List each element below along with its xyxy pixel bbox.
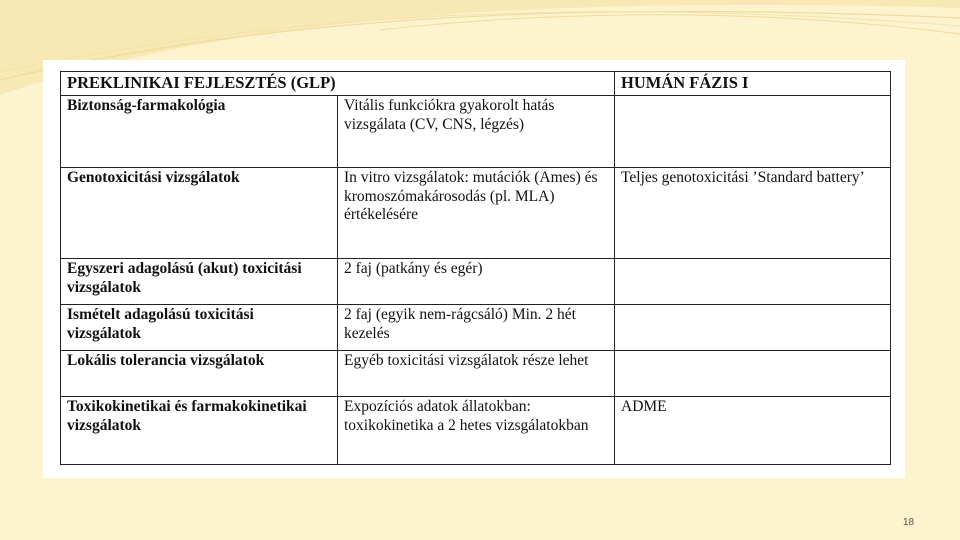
row-human: [615, 259, 891, 305]
row-name: Lokális tolerancia vizsgálatok: [61, 351, 338, 397]
row-preclinical: In vitro vizsgálatok: mutációk (Ames) és kromoszómakárosodás (pl. MLA) értékelésére: [338, 168, 615, 259]
row-preclinical: 2 faj (egyik nem-rágcsáló) Min. 2 hét kezelés: [338, 305, 615, 351]
glp-table: [60, 71, 891, 465]
table-row: [61, 397, 891, 465]
table-row: [61, 351, 891, 397]
table-row: [61, 96, 891, 168]
row-name: Genotoxicitási vizsgálatok: [61, 168, 338, 259]
table-image: [43, 60, 905, 478]
table-row: [61, 168, 891, 259]
header-human-phase-1: HUMÁN FÁZIS I: [615, 72, 891, 96]
row-human: [615, 305, 891, 351]
row-human: [615, 96, 891, 168]
row-preclinical: Vitális funkciókra gyakorolt hatás vizsgálata (CV, CNS, légzés): [338, 96, 615, 168]
table-row: [61, 305, 891, 351]
row-human: [615, 351, 891, 397]
row-preclinical: Egyéb toxicitási vizsgálatok része lehet: [338, 351, 615, 397]
row-name: Biztonság-farmakológia: [61, 96, 338, 168]
page-number: 18: [903, 517, 915, 528]
table-row: [61, 259, 891, 305]
table-header-row: [61, 72, 891, 96]
row-human: Teljes genotoxicitási ’Standard battery’: [615, 168, 891, 259]
header-preclinical: PREKLINIKAI FEJLESZTÉS (GLP): [61, 72, 615, 96]
row-human: ADME: [615, 397, 891, 465]
row-name: Egyszeri adagolású (akut) toxicitási vizsgálatok: [61, 259, 338, 305]
row-preclinical: Expozíciós adatok állatokban: toxikokinetika a 2 hetes vizsgálatokban: [338, 397, 615, 465]
row-preclinical: 2 faj (patkány és egér): [338, 259, 615, 305]
row-name: Ismételt adagolású toxicitási vizsgálatok: [61, 305, 338, 351]
row-name: Toxikokinetikai és farmakokinetikai vizsgálatok: [61, 397, 338, 465]
